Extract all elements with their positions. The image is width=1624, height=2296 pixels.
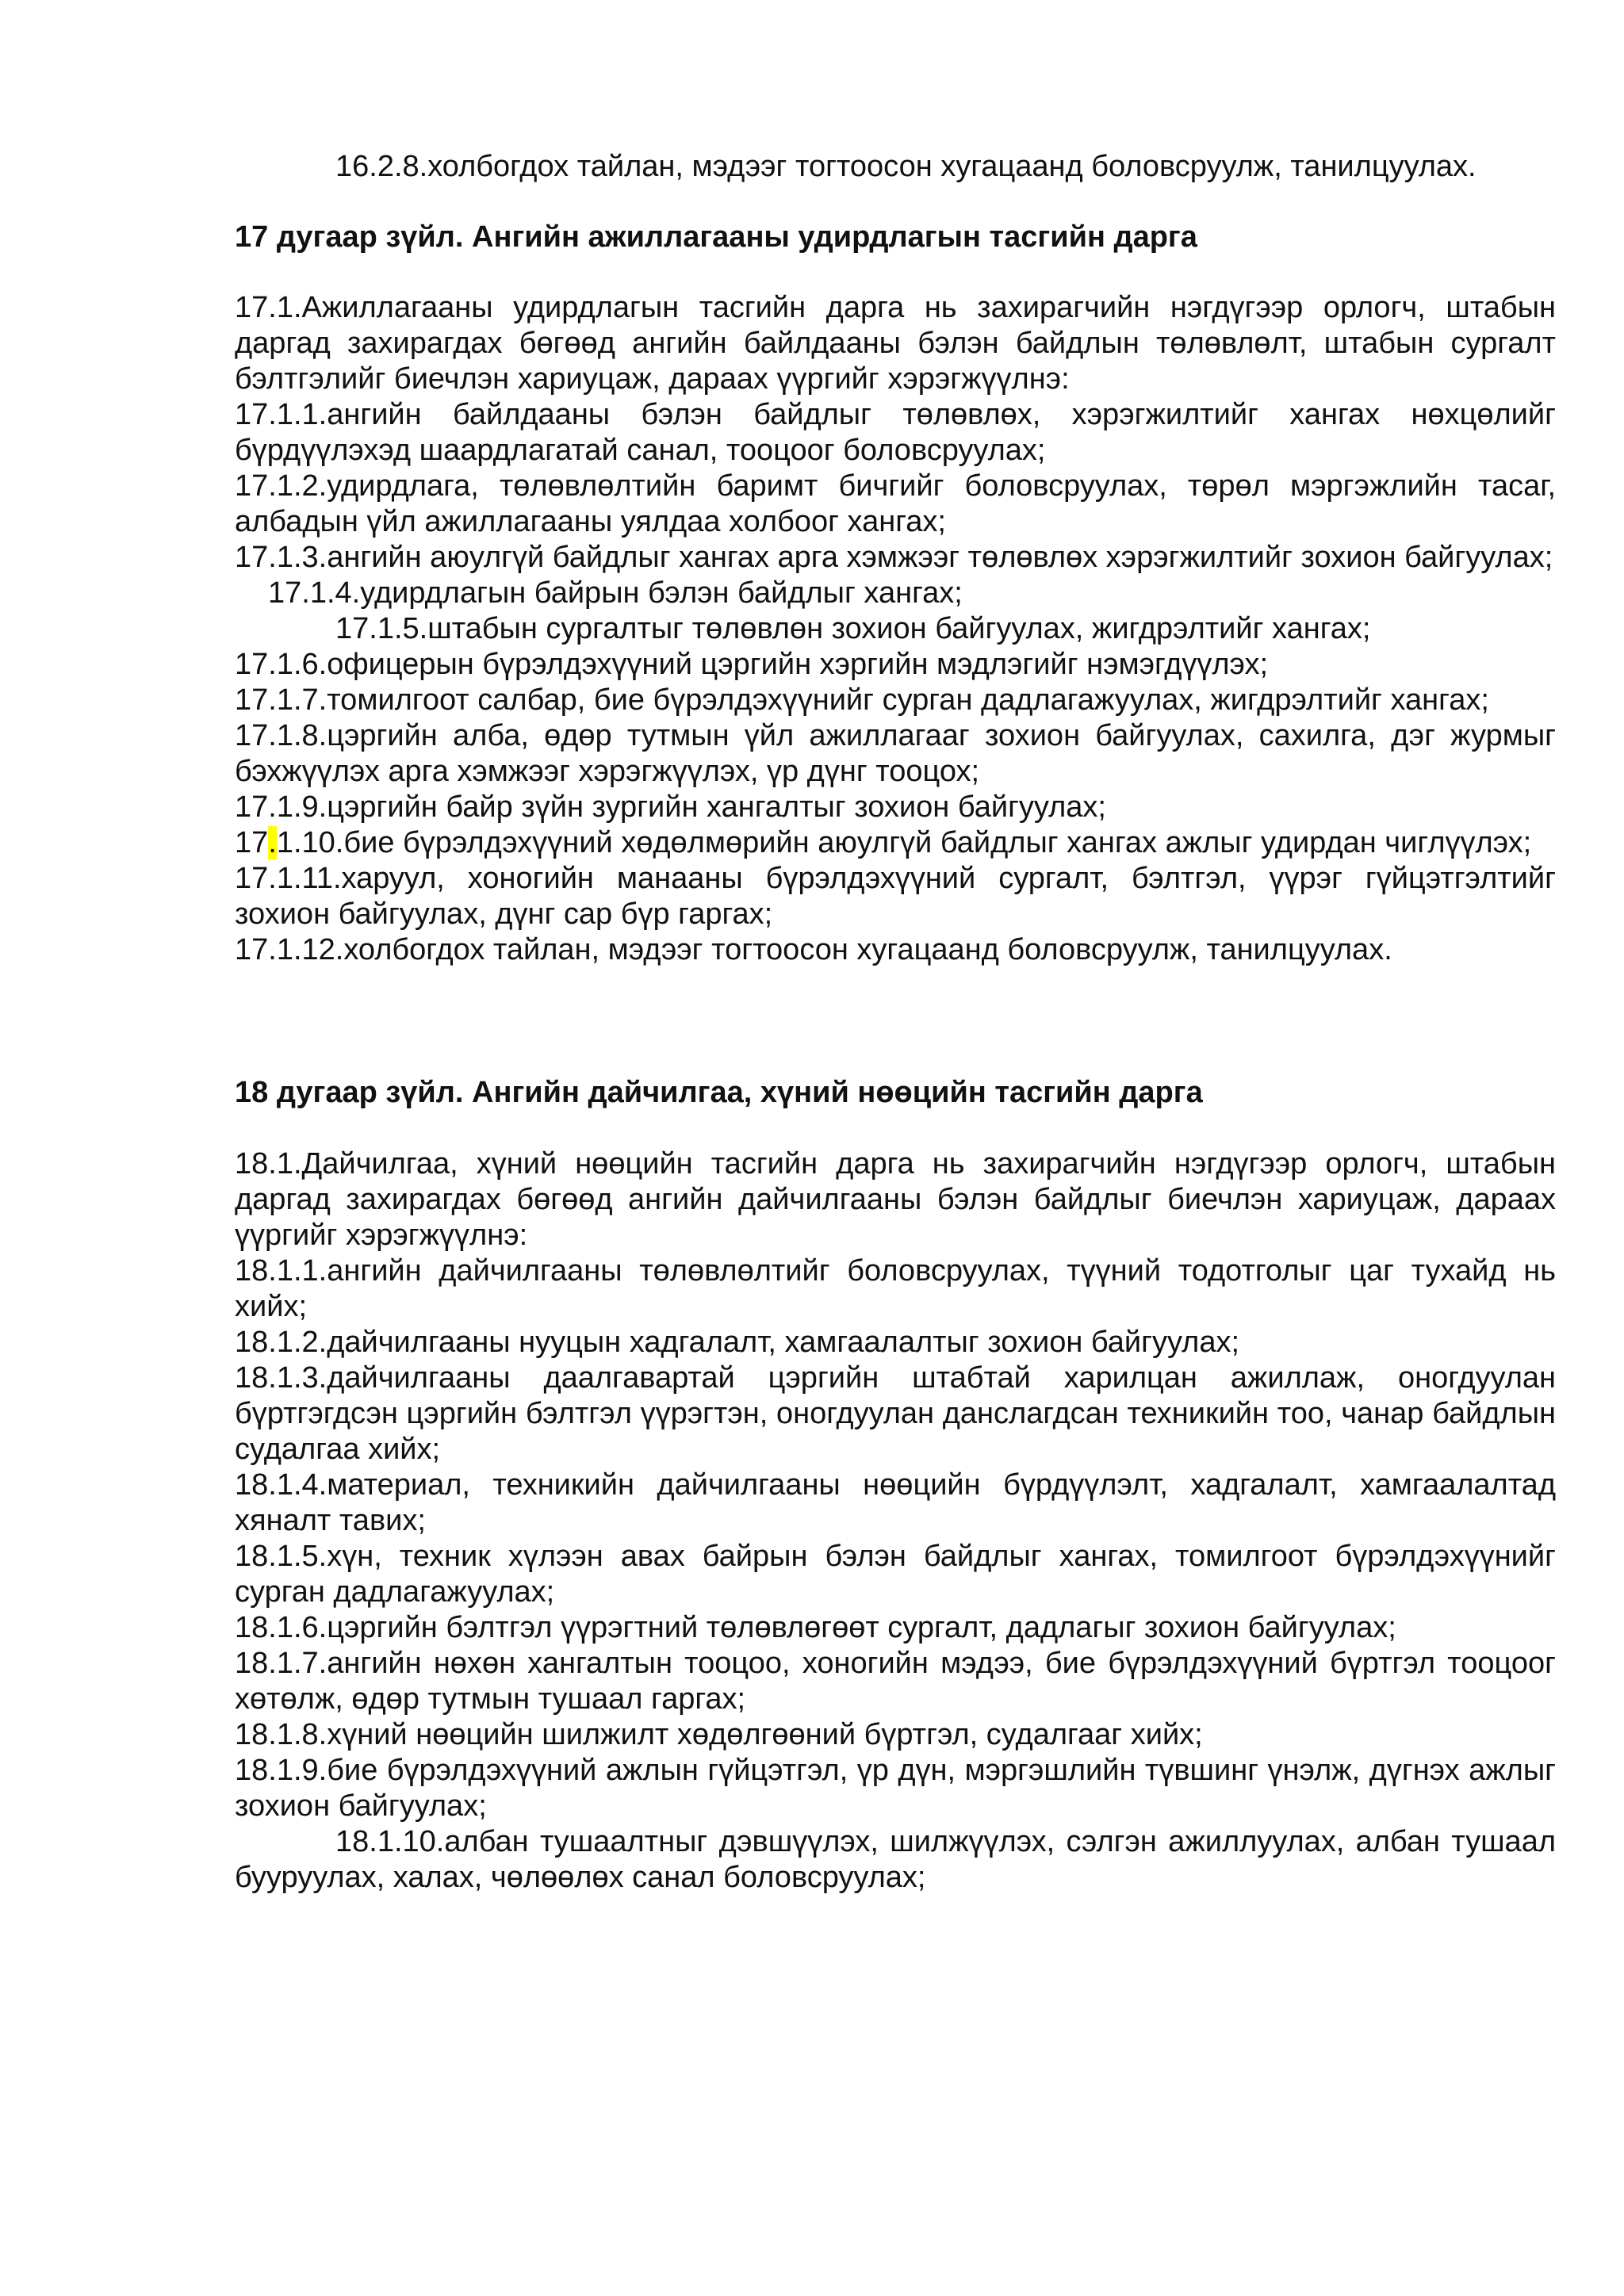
- document-page: [235, 149, 1556, 1896]
- paragraph-17-1-10-prefix: 17: [235, 826, 269, 859]
- paragraph-17-1-9: 17.1.9.цэргийн байр зүйн зургийн хангалтыг зохион байгуулах;: [235, 790, 1106, 824]
- paragraph-17-1-10: [235, 825, 1556, 861]
- paragraph-18-1-7: 18.1.7.ангийн нөхөн хангалтын тооцоо, хоногийн мэдээ, бие бүрэлдэхүүний бүртгэл тооцоог хөтөлж, өдөр тутмын тушаал гаргах;: [235, 1647, 1556, 1716]
- paragraph-16-2-8: 16.2.8.холбогдох тайлан, мэдээг тогтоосон хугацаанд боловсруулж, танилцуулах.: [335, 150, 1477, 183]
- paragraph-18-1-10: 18.1.10.албан тушаалтныг дэвшүүлэх, шилжүүлэх, сэлгэн ажиллуулах, албан тушаал бууруулах, халах, чөлөөлөх санал боловсруулах;: [235, 1825, 1556, 1894]
- paragraph-17-1-8: 17.1.8.цэргийн алба, өдөр тутмын үйл ажиллагааг зохион байгуулах, сахилга, дэг журмыг бэхжүүлэх арга хэмжээг хэрэгжүүлэх, үр дүнг тооцох;: [235, 719, 1556, 788]
- paragraph-18-1-5: 18.1.5.хүн, техник хүлээн авах байрын бэлэн байдлыг хангах, томилгоот бүрэлдэхүүнийг сурган дадлагажуулах;: [235, 1540, 1556, 1609]
- paragraph-18-1-1: 18.1.1.ангийн дайчилгааны төлөвлөлтийг боловсруулах, түүний тодотголыг цаг тухайд нь хийх;: [235, 1254, 1556, 1323]
- paragraph-18-1: 18.1.Дайчилгаа, хүний нөөцийн тасгийн дарга нь захирагчийн нэгдүгээр орлогч, штабын даргад захирагдах бөгөөд ангийн дайчилгааны бэлэн байдлыг биечлэн хариуцаж, дараах үүргийг хэрэгжүүлнэ:: [235, 1147, 1556, 1252]
- paragraph-17-1-6: 17.1.6.офицерын бүрэлдэхүүний цэргийн хэргийн мэдлэгийг нэмэгдүүлэх;: [235, 648, 1269, 681]
- paragraph-17-1-11: 17.1.11.харуул, хоногийн манааны бүрэлдэхүүний сургалт, бэлтгэл, үүрэг гүйцэтгэлтийг зохион байгуулах, дүнг сар бүр гаргах;: [235, 862, 1556, 931]
- paragraph-17-1-1: 17.1.1.ангийн байлдааны бэлэн байдлыг төлөвлөх, хэрэгжилтийг хангах нөхцөлийг бүрдүүлэхэд шаардлагатай санал, тооцоог боловсруулах;: [235, 398, 1556, 467]
- heading-article-17: 17 дугаар зүйл. Ангийн ажиллагааны удирдлагын тасгийн дарга: [235, 220, 1197, 254]
- heading-article-18: 18 дугаар зүйл. Ангийн дайчилгаа, хүний нөөцийн тасгийн дарга: [235, 1076, 1203, 1109]
- highlighted-dot: .: [268, 826, 277, 859]
- paragraph-17-1-10-rest: 1.10.бие бүрэлдэхүүний хөдөлмөрийн аюулгүй байдлыг хангах ажлыг удирдан чиглүүлэх;: [276, 826, 1532, 859]
- paragraph-18-1-4: 18.1.4.материал, техникийн дайчилгааны нөөцийн бүрдүүлэлт, хадгалалт, хамгаалалтад хяналт тавих;: [235, 1468, 1556, 1537]
- paragraph-17-1-5: 17.1.5.штабын сургалтыг төлөвлөн зохион байгуулах, жигдрэлтийг хангах;: [335, 612, 1371, 645]
- paragraph-18-1-2: 18.1.2.дайчилгааны нууцын хадгалалт, хамгаалалтыг зохион байгуулах;: [235, 1326, 1240, 1359]
- paragraph-17-1-2: 17.1.2.удирдлага, төлөвлөлтийн баримт бичгийг боловсруулах, төрөл мэргэжлийн тасаг, албадын үйл ажиллагааны уялдаа холбоог хангах;: [235, 469, 1556, 538]
- paragraph-17-1-12: 17.1.12.холбогдох тайлан, мэдээг тогтоосон хугацаанд боловсруулж, танилцуулах.: [235, 933, 1392, 966]
- paragraph-17-1-3: 17.1.3.ангийн аюулгүй байдлыг хангах арга хэмжээг төлөвлөх хэрэгжилтийг зохион байгуулах;: [235, 541, 1553, 574]
- paragraph-18-1-8: 18.1.8.хүний нөөцийн шилжилт хөдөлгөөний бүртгэл, судалгааг хийх;: [235, 1718, 1203, 1751]
- paragraph-18-1-6: 18.1.6.цэргийн бэлтгэл үүрэгтний төлөвлөгөөт сургалт, дадлагыг зохион байгуулах;: [235, 1611, 1396, 1644]
- paragraph-17-1-7: 17.1.7.томилгоот салбар, бие бүрэлдэхүүнийг сурган дадлагажуулах, жигдрэлтийг хангах;: [235, 683, 1489, 717]
- paragraph-18-1-9: 18.1.9.бие бүрэлдэхүүний ажлын гүйцэтгэл, үр дүн, мэргэшлийн түвшинг үнэлж, дүгнэх ажлыг зохион байгуулах;: [235, 1754, 1556, 1823]
- paragraph-18-1-3: 18.1.3.дайчилгааны даалгавартай цэргийн штабтай харилцан ажиллаж, оногдуулан бүртгэгдсэн цэргийн бэлтгэл үүрэгтэн, оногдуулан данслагдсан техникийн тоо, чанар байдлын судалгаа хийх;: [235, 1361, 1556, 1466]
- paragraph-17-1-4: 17.1.4.удирдлагын байрын бэлэн байдлыг хангах;: [268, 576, 963, 610]
- paragraph-17-1: 17.1.Ажиллагааны удирдлагын тасгийн дарга нь захирагчийн нэгдүгээр орлогч, штабын даргад захирагдах бөгөөд ангийн байлдааны бэлэн байдлын төлөвлөлт, штабын сургалт бэлтгэлийг биечлэн хариуцаж, дараах үүргийг хэрэгжүүлнэ:: [235, 291, 1556, 396]
